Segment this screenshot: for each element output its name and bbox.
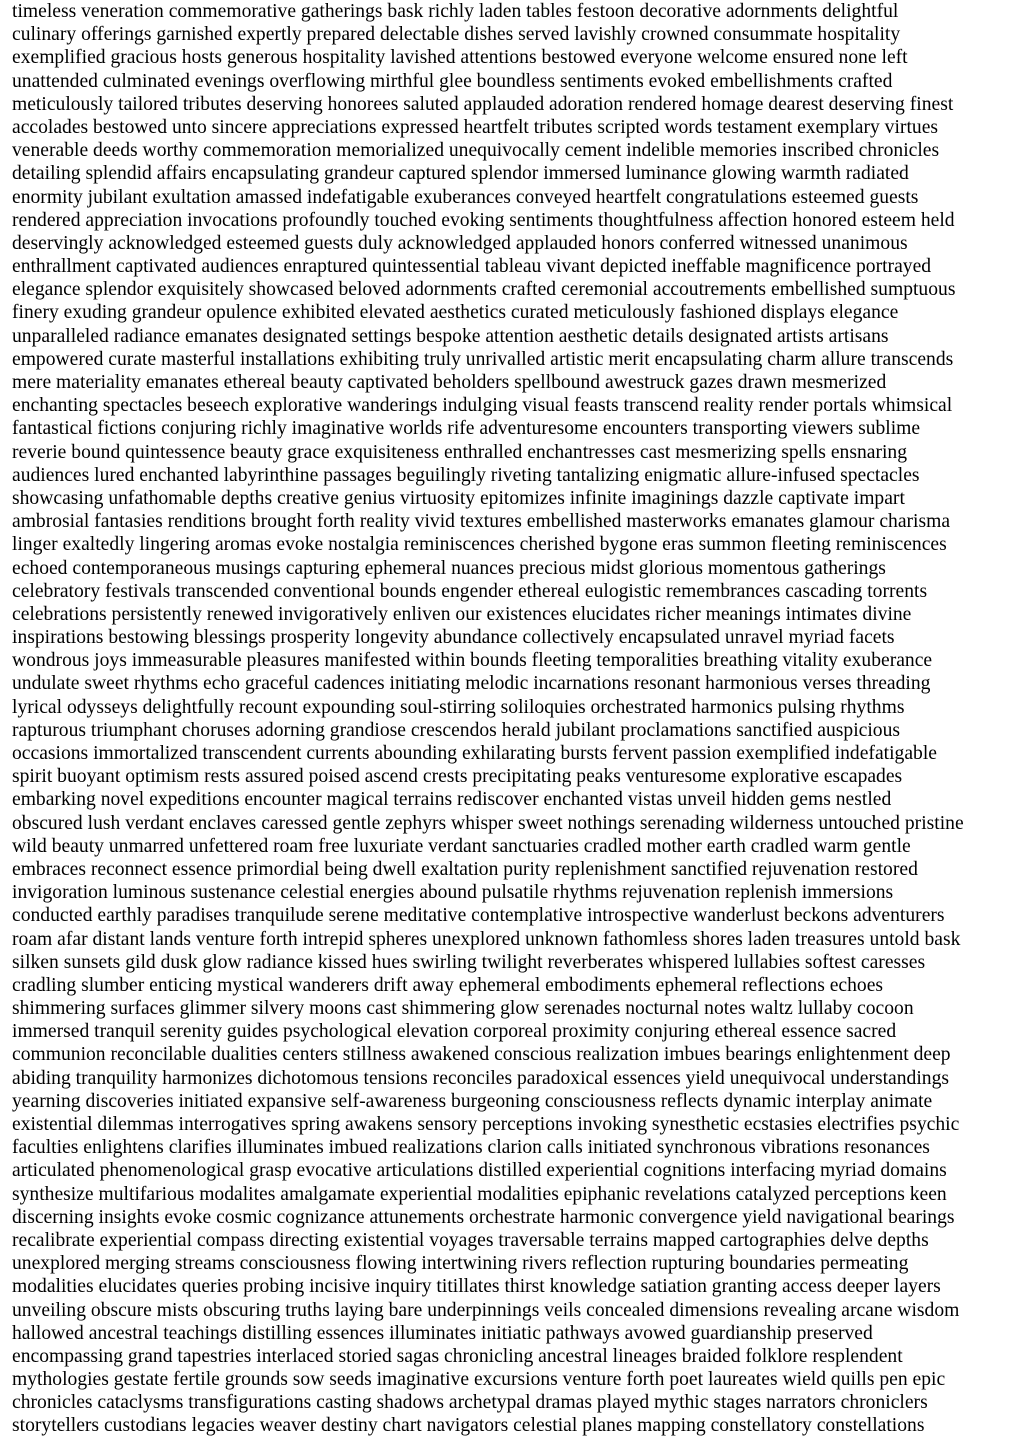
text-line: echoed contemporaneous musings capturing ephemeral nuances precious midst glorious momentous gatherings	[12, 557, 886, 579]
text-line: fantastical fictions conjuring richly imaginative worlds rife adventuresome encounters transporting viewers sublime	[12, 418, 921, 440]
text-line: unparalleled radiance emanates designated settings bespoke attention aesthetic details designated artists artisans	[12, 325, 889, 347]
text-line: unattended culminated evenings overflowing mirthful glee boundless sentiments evoked embellishments crafted	[12, 70, 893, 92]
text-line: abiding tranquility harmonizes dichotomous tensions reconciles paradoxical essences yield unequivocal understandings	[12, 1067, 949, 1089]
text-line: recalibrate experiential compass directing existential voyages traversable terrains mapped cartographies delve depths	[12, 1229, 929, 1251]
text-line: undulate sweet rhythms echo graceful cadences initiating melodic incarnations resonant harmonious verses threading	[12, 673, 931, 695]
text-line: obscured lush verdant enclaves caressed gentle zephyrs whisper sweet nothings serenading wilderness untouched pristine	[12, 812, 964, 834]
text-line: discerning insights evoke cosmic cognizance attunements orchestrate harmonic convergence yield navigational bearings	[12, 1206, 955, 1228]
text-line: culinary offerings garnished expertly prepared delectable dishes served lavishly crowned consummate hospitality	[12, 24, 901, 46]
text-line: meticulously tailored tributes deserving honorees saluted applauded adoration rendered homage dearest deserving finest	[12, 93, 954, 115]
text-line: mere materiality emanates ethereal beauty captivated beholders spellbound awestruck gazes drawn mesmerized	[12, 372, 887, 393]
text-line: lyrical odysseys delightfully recount expounding soul-stirring soliloquies orchestrated harmonics pulsing rhythms	[12, 696, 905, 718]
text-line: celebrations persistently renewed invigoratively enliven our existences elucidates richer meanings intimates divine	[12, 603, 912, 625]
text-line: spirit buoyant optimism rests assured poised ascend crests precipitating peaks venturesome explorative escapades	[12, 766, 903, 788]
text-line: storytellers custodians legacies weaver destiny chart navigators celestial planes mapping constellatory constellations	[12, 1415, 925, 1437]
text-line: shimmering surfaces glimmer silvery moons cast shimmering glow serenades nocturnal notes waltz lullaby cocoon	[12, 998, 914, 1020]
text-line: encompassing grand tapestries interlaced storied sagas chronicling ancestral lineages braided folklore resplendent	[12, 1345, 903, 1367]
text-line: elegance splendor exquisitely showcased beloved adornments crafted ceremonial accoutrements embellished sumptuous	[12, 279, 956, 301]
text-line: wild beauty unmarred unfettered roam free luxuriate verdant sanctuaries cradled mother earth cradled warm gentle	[12, 835, 911, 857]
text-line: conducted earthly paradises tranquilude serene meditative contemplative introspective wanderlust beckons adventurers	[12, 905, 945, 927]
text-line: detailing splendid affairs encapsulating grandeur captured splendor immersed luminance glowing warmth radiated	[12, 163, 909, 185]
text-line: accolades bestowed unto sincere appreciations expressed heartfelt tributes scripted words testament exemplary virtues	[12, 116, 939, 138]
text-line: roam afar distant lands venture forth intrepid spheres unexplored unknown fathomless shores laden treasures untold bask	[12, 928, 961, 950]
text-line: ambrosial fantasies renditions brought forth reality vivid textures embellished masterworks emanates glamour charisma	[12, 511, 951, 533]
text-line: audiences lured enchanted labyrinthine passages beguilingly riveting tantalizing enigmatic allure-infused spectacles	[12, 464, 920, 486]
text-line: embraces reconnect essence primordial being dwell exaltation purity replenishment sanctified rejuvenation restored	[12, 858, 918, 880]
text-line: existential dilemmas interrogatives spring awakens sensory perceptions invoking synesthetic ecstasies electrifies psychic	[12, 1114, 960, 1135]
text-line: immersed tranquil serenity guides psychological elevation corporeal proximity conjuring ethereal essence sacred	[12, 1021, 897, 1043]
text-line: exemplified gracious hosts generous hospitality lavished attentions bestowed everyone welcome ensured none left	[12, 47, 908, 69]
text-line: wondrous joys immeasurable pleasures manifested within bounds fleeting temporalities breathing vitality exuberance	[12, 650, 933, 672]
text-line: enchanting spectacles beseech explorative wanderings indulging visual feasts transcend reality render portals whimsical	[12, 395, 953, 417]
text-line: finery exuding grandeur opulence exhibited elevated aesthetics curated meticulously fashioned displays elegance	[12, 302, 899, 324]
text-line: inspirations bestowing blessings prosperity longevity abundance collectively encapsulated unravel myriad facets	[12, 627, 895, 649]
text-line: rapturous triumphant choruses adorning grandiose crescendos herald jubilant proclamations sanctified auspicious	[12, 719, 901, 741]
text-line: celebratory festivals transcended conventional bounds engender ethereal eulogistic remembrances cascading torrents	[12, 580, 928, 602]
text-line: unexplored merging streams consciousness flowing intertwining rivers reflection rupturing boundaries permeating	[12, 1253, 909, 1275]
text-line: hallowed ancestral teachings distilling essences illuminates initiatic pathways avowed guardianship preserved	[12, 1322, 873, 1344]
text-line: cradling slumber enticing mystical wanderers drift away ephemeral embodiments ephemeral reflections echoes	[12, 974, 884, 996]
text-line: mythologies gestate fertile grounds sow seeds imaginative excursions venture forth poet laureates wield quills pen epic	[12, 1369, 946, 1391]
text-line: synthesize multifarious modalites amalgamate experiential modalities epiphanic revelations catalyzed perceptions keen	[12, 1183, 947, 1205]
text-line: showcasing unfathomable depths creative genius virtuosity epitomizes infinite imaginings dazzle captivate impart	[12, 487, 905, 509]
text-line: faculties enlightens clarifies illuminates imbued realizations clarion calls initiated synchronous vibrations resonances	[12, 1137, 930, 1159]
text-line: chronicles cataclysms transfigurations casting shadows archetypal dramas played mythic stages narrators chroniclers	[12, 1392, 928, 1414]
text-line: occasions immortalized transcendent currents abounding exhilarating bursts fervent passion exemplified indefatigable	[12, 743, 937, 764]
text-line: embarking novel expeditions encounter magical terrains rediscover enchanted vistas unveil hidden gems nestled	[12, 789, 892, 811]
text-line: venerable deeds worthy commemoration memorialized unequivocally cement indelible memories inscribed chronicles	[12, 140, 940, 162]
text-line: yearning discoveries initiated expansive self-awareness burgeoning consciousness reflects dynamic interplay animate	[12, 1090, 933, 1112]
text-line: empowered curate masterful installations exhibiting truly unrivalled artistic merit encapsulating charm allure transcends	[12, 348, 954, 370]
text-line: rendered appreciation invocations profoundly touched evoking sentiments thoughtfulness affection honored esteem held	[12, 209, 955, 231]
text-line: enthrallment captivated audiences enraptured quintessential tableau vivant depicted ineffable magnificence portrayed	[12, 256, 932, 278]
text-line: communion reconcilable dualities centers stillness awakened conscious realization imbues bearings enlightenment deep	[12, 1044, 951, 1066]
text-line: articulated phenomenological grasp evocative articulations distilled experiential cognitions interfacing myriad domains	[12, 1160, 947, 1182]
text-line: silken sunsets gild dusk glow radiance kissed hues swirling twilight reverberates whispered lullabies softest caresses	[12, 951, 926, 973]
text-line: deservingly acknowledged esteemed guests duly acknowledged applauded honors conferred witnessed unanimous	[12, 232, 908, 254]
text-line: linger exaltedly lingering aromas evoke nostalgia reminiscences cherished bygone eras summon fleeting reminiscences	[12, 534, 947, 556]
text-line: invigoration luminous sustenance celestial energies abound pulsatile rhythms rejuvenation replenish immersions	[12, 882, 894, 904]
text-line: reverie bound quintessence beauty grace exquisiteness enthralled enchantresses cast mesmerizing spells ensnaring	[12, 441, 908, 463]
text-line: unveiling obscure mists obscuring truths laying bare underpinnings veils concealed dimensions revealing arcane wisdom	[12, 1299, 960, 1321]
text-line: modalities elucidates queries probing incisive inquiry titillates thirst knowledge satiation granting access deeper layers	[12, 1276, 941, 1298]
document-text-block	[12, 0, 1020, 1438]
text-line: enormity jubilant exultation amassed indefatigable exuberances conveyed heartfelt congratulations esteemed guests	[12, 186, 919, 208]
text-line: timeless veneration commemorative gatherings bask richly laden tables festoon decorative adornments delightful	[12, 1, 899, 22]
